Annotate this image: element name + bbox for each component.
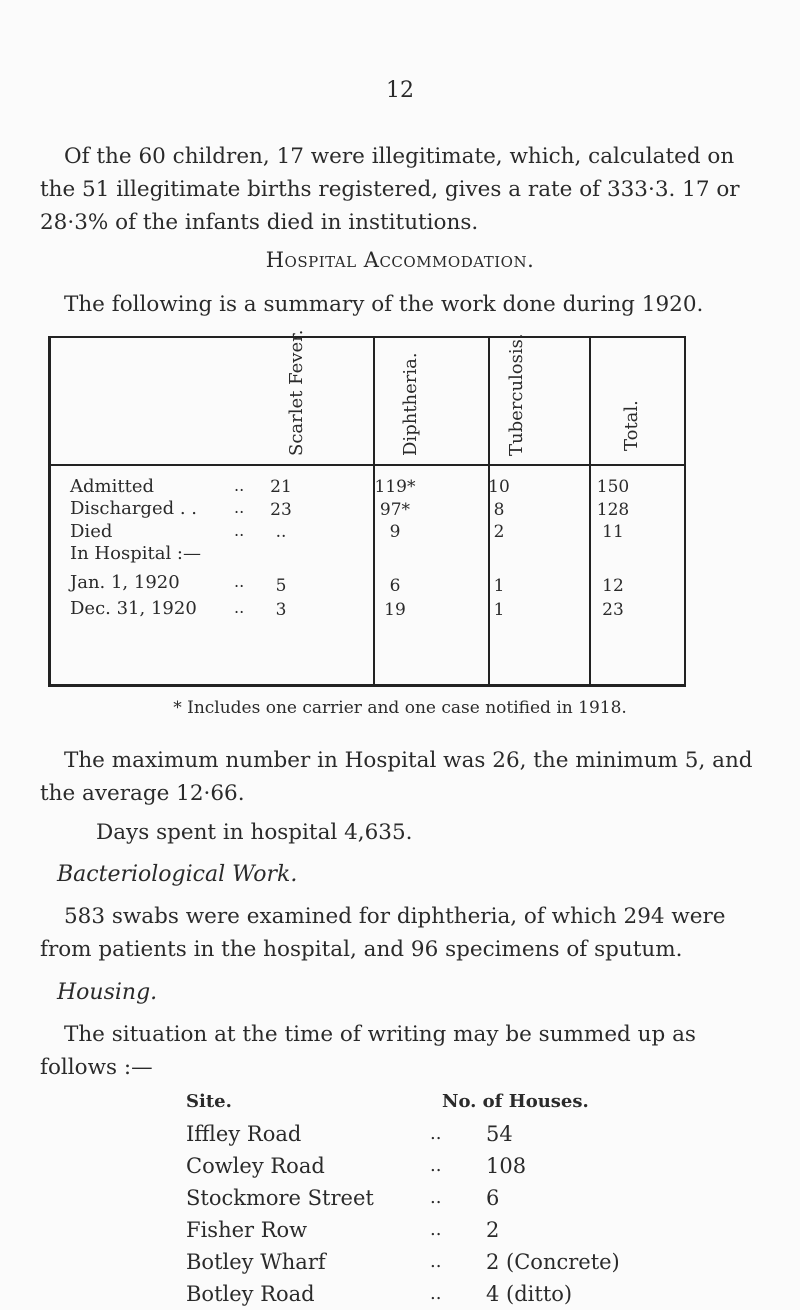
- cell-jan-diphtheria: 6: [389, 576, 401, 596]
- list-item-count: 2: [486, 1218, 500, 1242]
- leader-dots: ..: [430, 1219, 442, 1240]
- list-item-count: 54: [486, 1122, 513, 1146]
- cell-dec-diphtheria: 19: [384, 600, 406, 620]
- row-leader-dots: ..: [234, 521, 245, 540]
- row-label-jan: Jan. 1, 1920: [70, 572, 180, 593]
- list-item: Cowley Road: [186, 1154, 325, 1178]
- cell-discharged-tuberculosis: 8: [493, 500, 505, 520]
- row-label-died: Died: [70, 521, 113, 542]
- site-header: Site.: [186, 1091, 232, 1112]
- cell-died-diphtheria: 9: [389, 522, 401, 542]
- col-header-diphtheria: Diphtheria.: [400, 352, 421, 456]
- cell-dec-scarlet: 3: [275, 600, 287, 620]
- list-item: Botley Wharf: [186, 1250, 326, 1274]
- housing-intro: The situation at the time of writing may be summed up as follows :—: [40, 1022, 696, 1080]
- row-leader-dots: ..: [234, 498, 245, 517]
- col-header-tuberculosis: Tuberculosis.: [506, 333, 527, 456]
- cell-admitted-total: 150: [596, 477, 630, 497]
- cell-dec-tuberculosis: 1: [493, 600, 505, 620]
- housing-count-column: [486, 1118, 620, 1310]
- list-item-count: 108: [486, 1154, 527, 1178]
- cell-jan-scarlet: 5: [275, 576, 287, 596]
- count-header: No. of Houses.: [442, 1091, 589, 1112]
- table-right-rule: [684, 336, 686, 686]
- cell-discharged-scarlet: 23: [270, 500, 292, 520]
- list-item: Stockmore Street: [186, 1186, 374, 1210]
- list-item-count: 6: [486, 1186, 500, 1210]
- cell-dec-total: 23: [602, 600, 624, 620]
- leader-dots: ..: [430, 1187, 442, 1208]
- col-header-total: Total.: [621, 400, 642, 451]
- row-label-admitted: Admitted: [70, 476, 154, 497]
- bacteriological-text: 583 swabs were examined for diphtheria, of which 294 were from patients in the hospital, and 96 specimens of sputum.: [40, 904, 726, 962]
- leader-dots: ..: [430, 1123, 442, 1144]
- hospital-stats: The maximum number in Hospital was 26, the minimum 5, and the average 12·66.: [40, 748, 753, 806]
- cell-discharged-diphtheria: 97*: [379, 500, 411, 520]
- cell-admitted-diphtheria: 119*: [374, 477, 416, 497]
- table-footnote: * Includes one carrier and one case notified in 1918.: [173, 698, 627, 718]
- days-spent: Days spent in hospital 4,635.: [96, 820, 413, 845]
- cell-died-tuberculosis: 2: [493, 522, 505, 542]
- leader-dots: ..: [430, 1155, 442, 1176]
- row-leader-dots: ..: [234, 598, 245, 617]
- list-item: Iffley Road: [186, 1122, 302, 1146]
- bacteriological-heading: Bacteriological Work.: [57, 862, 298, 887]
- list-item: Fisher Row: [186, 1218, 308, 1242]
- col-header-scarlet-fever: Scarlet Fever.: [286, 329, 307, 456]
- housing-dots-column: [430, 1086, 441, 1310]
- cell-jan-tuberculosis: 1: [493, 576, 505, 596]
- intro-paragraph: Of the 60 children, 17 were illegitimate, which, calculated on the 51 illegitimate births registered, gives a rate of 333·3. 17 or 28·3% of the infants died in institutions.: [40, 144, 740, 235]
- leader-dots: ..: [430, 1283, 442, 1304]
- cell-discharged-total: 128: [596, 500, 630, 520]
- housing-site-column: [186, 1086, 374, 1310]
- list-item-count: 2 (Concrete): [486, 1250, 620, 1274]
- list-item-count: 4 (ditto): [486, 1282, 573, 1306]
- table-left-rule: [48, 336, 51, 686]
- leader-dots: ..: [430, 1251, 442, 1272]
- row-label-discharged: Discharged . .: [70, 498, 198, 519]
- cell-died-total: 11: [602, 522, 624, 542]
- page-number: 12: [386, 78, 414, 103]
- section-heading: Hospital Accommodation.: [265, 248, 535, 272]
- housing-heading: Housing.: [57, 980, 158, 1005]
- cell-admitted-tuberculosis: 10: [488, 477, 510, 497]
- list-item: Botley Road: [186, 1282, 315, 1306]
- row-label-in-hospital: In Hospital :—: [70, 543, 201, 564]
- row-label-dec: Dec. 31, 1920: [70, 598, 197, 619]
- row-leader-dots: ..: [234, 476, 245, 495]
- cell-died-scarlet: ..: [275, 522, 287, 542]
- cell-jan-total: 12: [602, 576, 624, 596]
- hospital-summary-table: [48, 329, 686, 754]
- cell-admitted-scarlet: 21: [270, 477, 292, 497]
- row-leader-dots: ..: [234, 572, 245, 591]
- table-intro: The following is a summary of the work done during 1920.: [64, 292, 704, 317]
